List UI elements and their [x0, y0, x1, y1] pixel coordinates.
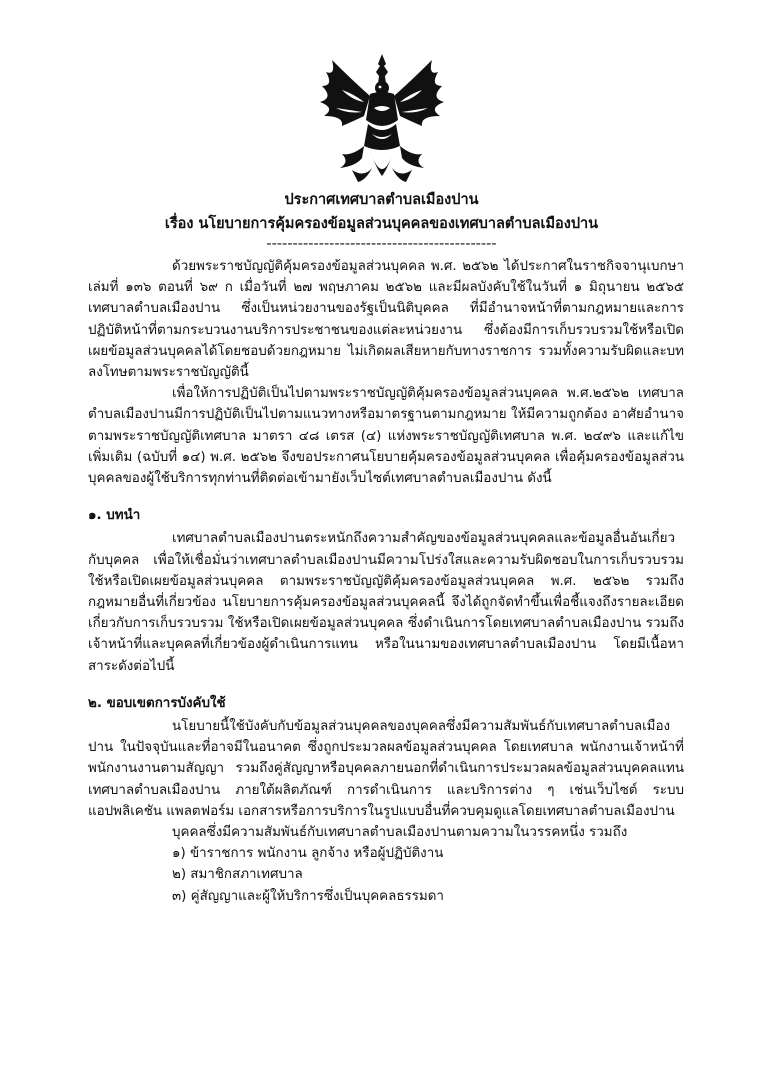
section-2-heading: ๒. ขอบเขตการบังคับใช้ [88, 695, 226, 711]
section-1-paragraph: เทศบาลตำบลเมืองปานตระหนักถึงความสำคัญของข้อมูลส่วนบุคคลและข้อมูลอื่นอันเกี่ยวกับบุคคล เพื่อให้เชื่อมั่นว่าเทศบาลตำบลเมืองปานมีความโปร่งใสและความรับผิดชอบในการเก็บรวบรวม ใช้หรือเปิดเผยข้อมูลส่วนบุคคล ตามพระราชบัญญัติคุ้มครองข้อมูลส่วนบุคคล พ.ศ. ๒๕๖๒ รวมถึงกฎหมายอื่นที่เกี่ยวข้อง นโยบายการคุ้มครองข้อมูลส่วนบุคคลนี้ จึงได้ถูกจัดทำขึ้นเพื่อชี้แจงถึงรายละเอียดเกี่ยวกับการเก็บรวบรวม ใช้หรือเปิดเผยข้อมูลส่วนบุคคล ซึ่งดำเนินการโดยเทศบาลตำบลเมืองปาน รวมถึงเจ้าหน้าที่และบุคคลที่เกี่ยวข้องผู้ดำเนินการแทน หรือในนามของเทศบาลตำบลเมืองปาน โดยมีเนื้อหาสาระดังต่อไปนี้ [88, 531, 684, 674]
document-title: ประกาศเทศบาลตำบลเมืองปาน [284, 192, 479, 208]
document-subject: เรื่อง นโยบายการคุ้มครองข้อมูลส่วนบุคคลของเทศบาลตำบลเมืองปาน [164, 216, 599, 232]
document-body [88, 256, 684, 907]
section-1-heading: ๑. บทนำ [88, 508, 141, 524]
list-item: ๒) สมาชิกสภาเทศบาล [172, 867, 303, 883]
garuda-emblem-icon [312, 50, 452, 190]
list-item: ๓) คู่สัญญาและผู้ให้บริการซึ่งเป็นบุคคลธรรมดา [172, 888, 444, 904]
section-2-paragraph: นโยบายนี้ใช้บังคับกับข้อมูลส่วนบุคคลของบุคคลซึ่งมีความสัมพันธ์กับเทศบาลตำบลเมืองปาน ในปัจจุบันและที่อาจมีในอนาคต ซึ่งถูกประมวลผลข้อมูลส่วนบุคคล โดยเทศบาล พนักงานเจ้าหน้าที่ พนักงานงานตามสัญญา รวมถึงคู่สัญญาหรือบุคคลภายนอกที่ดำเนินการประมวลผลข้อมูลส่วนบุคคลแทนเทศบาลตำบลเมืองปาน ภายใต้ผลิตภัณฑ์ การดำเนินการ และบริการต่าง ๆ เช่นเว็บไซต์ ระบบ แอปพลิเคชัน แพลตฟอร์ม เอกสารหรือการบริการในรูปแบบอื่นที่ควบคุมดูแลโดยเทศบาลตำบลเมืองปาน [88, 719, 684, 819]
list-item: ๑) ข้าราชการ พนักงาน ลูกจ้าง หรือผู้ปฏิบัติงาน [172, 846, 444, 862]
preamble-paragraph-1: ด้วยพระราชบัญญัติคุ้มครองข้อมูลส่วนบุคคล พ.ศ. ๒๕๖๒ ได้ประกาศในราชกิจจานุเบกษา เล่มที่ ๑๓๖ ตอนที่ ๖๙ ก เมื่อวันที่ ๒๗ พฤษภาคม ๒๕๖๒ และมีผลบังคับใช้ในวันที่ ๑ มิถุนายน ๒๕๖๕ เทศบาลตำบลเมืองปาน ซึ่งเป็นหน่วยงานของรัฐเป็นนิติบุคคล ที่มีอำนาจหน้าที่ตามกฎหมายและการปฏิบัติหน้าที่ตามกระบวนงานบริการประชาชนของแต่ละหน่วยงาน ซึ่งต้องมีการเก็บรวบรวมใช้หรือเปิดเผยข้อมูลส่วนบุคคลได้โดยชอบด้วยกฎหมาย ไม่เกิดผลเสียหายกับทางราชการ รวมทั้งความรับผิดและบทลงโทษตามพระราชบัญญัตินี้ [88, 259, 684, 381]
section-2-intro: บุคคลซึ่งมีความสัมพันธ์กับเทศบาลตำบลเมืองปานตามความในวรรคหนึ่ง รวมถึง [172, 825, 628, 841]
preamble-paragraph-2: เพื่อให้การปฏิบัติเป็นไปตามพระราชบัญญัติคุ้มครองข้อมูลส่วนบุคคล พ.ศ.๒๕๖๒ เทศบาลตำบลเมืองปานมีการปฏิบัติเป็นไปตามแนวทางหรือมาตรฐานตามกฎหมาย ให้มีความถูกต้อง อาศัยอำนาจตามพระราชบัญญัติเทศบาล มาตรา ๔๘ เตรส (๔) แห่งพระราชบัญญัติเทศบาล พ.ศ. ๒๔๙๖ และแก้ไขเพิ่มเติม (ฉบับที่ ๑๔) พ.ศ. ๒๕๖๒ จึงขอประกาศนโยบายคุ้มครองข้อมูลส่วนบุคคล เพื่อคุ้มครองข้อมูลส่วนบุคคลของผู้ใช้บริการทุกท่านที่ติดต่อเข้ามายังเว็บไซต์เทศบาลตำบลเมืองปาน ดังนี้ [88, 386, 684, 487]
title-divider: -------------------------------------------- [266, 236, 497, 252]
